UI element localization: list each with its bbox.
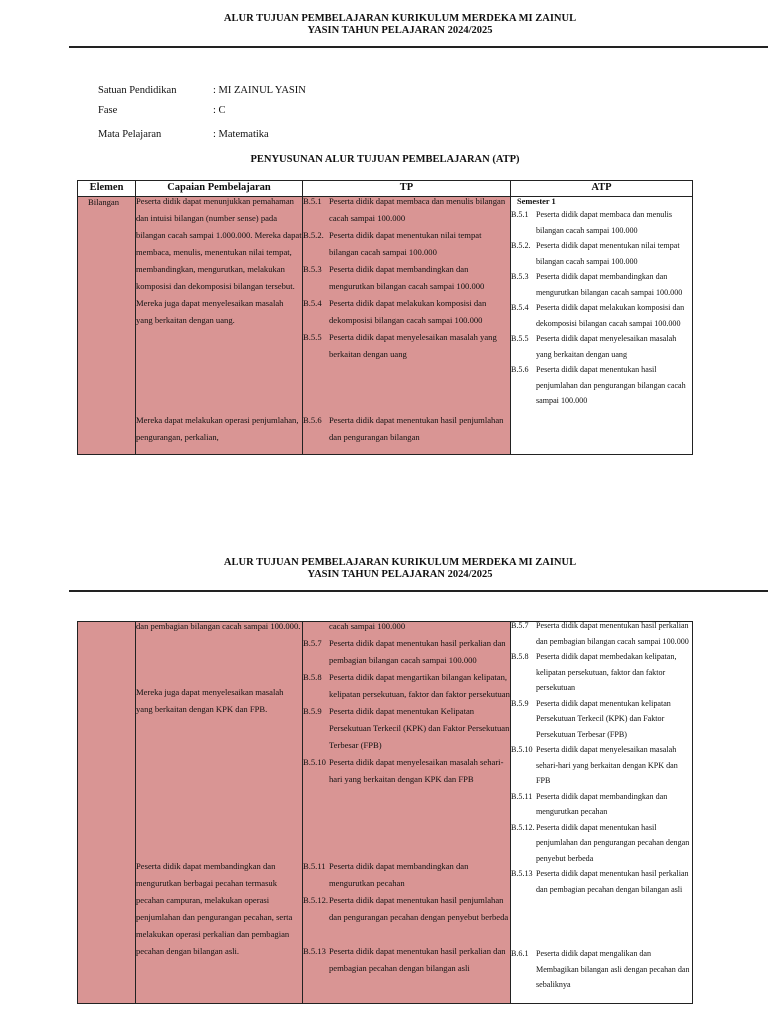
cp-text: Mereka juga dapat menyelesaikan masalah yang berkaitan dengan KPK dan FPB.: [136, 687, 284, 714]
atp-number: B.5.12.: [511, 822, 535, 832]
atp-item: [511, 649, 692, 696]
atp-number: B.6.1: [511, 949, 529, 958]
tp-item: [303, 943, 510, 977]
tp-item: [303, 754, 510, 788]
atp-number: B.5.8: [511, 652, 529, 661]
tp-item: [303, 892, 510, 926]
tp-item: [303, 261, 510, 295]
tp-number: B.5.12.: [303, 895, 329, 905]
tp-item: [303, 227, 510, 261]
tp-item: [303, 669, 510, 703]
tp-number: B.5.11: [303, 861, 326, 871]
tp-item: [303, 295, 510, 329]
tp-text: Peserta didik dapat menentukan Kelipatan Persekutuan Terkecil (KPK) dan Faktor Persekutuan Terbesar (FPB): [329, 706, 510, 750]
tp-text: Peserta didik dapat membandingkan dan mengurutkan pecahan: [329, 861, 469, 888]
atp-cell: [511, 197, 693, 455]
tp-item: [303, 703, 510, 754]
document-title-line-2: YASIN TAHUN PELAJARAN 2024/2025: [307, 569, 493, 580]
tp-number: B.5.4: [303, 298, 322, 308]
atp-number: B.5.1: [511, 210, 529, 219]
atp-text: Peserta didik dapat menentukan hasil penjumlahan dan pengurangan bilangan cacah sampai 100.000: [536, 365, 686, 405]
atp-number: B.5.9: [511, 698, 529, 708]
atp-text: Peserta didik dapat menyelesaikan masalah yang berkaitan dengan uang: [536, 334, 677, 359]
header-rule: [69, 590, 768, 592]
atp-number: B.5.10: [511, 745, 533, 754]
atp-text: Peserta didik dapat membandingkan dan mengurutkan pecahan: [536, 791, 668, 816]
tp-item: [303, 858, 510, 892]
atp-item: [511, 362, 692, 409]
cp-text: Mereka dapat melakukan operasi penjumlahan, pengurangan, perkalian,: [136, 415, 299, 442]
cp-cell: [136, 197, 303, 455]
document-title-line-2: YASIN TAHUN PELAJARAN 2024/2025: [307, 25, 493, 36]
tp-cell: [303, 622, 511, 1004]
tp-number: B.5.13: [303, 946, 326, 956]
atp-table-page-1: [77, 180, 693, 455]
tp-text: Peserta didik dapat melakukan komposisi dan dekomposisi bilangan cacah sampai 100.000: [329, 298, 487, 325]
tp-number: B.5.2.: [303, 230, 324, 240]
meta-label: Satuan Pendidikan: [98, 85, 177, 96]
tp-text: Peserta didik dapat membaca dan menulis bilangan cacah sampai 100.000: [329, 196, 506, 223]
tp-number: B.5.9: [303, 706, 322, 716]
elemen-cell: [78, 622, 136, 1004]
tp-continuation: cacah sampai 100.000: [329, 621, 406, 631]
document-title-line-1: ALUR TUJUAN PEMBELAJARAN KURIKULUM MERDEKA MI ZAINUL: [223, 557, 577, 568]
cp-text: Peserta didik dapat menunjukkan pemahaman dan intuisi bilangan (number sense) pada bilangan cacah sampai 1.000.000. Mereka dapat membaca, menulis, menentukan nilai tempat, membandingkan, mengurutkan, melakukan komposisi dan dekomposisi bilangan tersebut. Mereka juga dapat menyelesaikan masalah yang berkaitan dengan uang.: [136, 196, 302, 325]
atp-item: [511, 622, 692, 650]
header-atp: ATP: [511, 181, 693, 197]
tp-item: [303, 197, 510, 228]
tp-number: B.5.3: [303, 264, 322, 274]
atp-text: Peserta didik dapat menyelesaikan masalah sehari-hari yang berkaitan dengan KPK dan FPB: [536, 745, 678, 785]
atp-number: B.5.6: [511, 365, 529, 374]
meta-label: Fase: [98, 105, 118, 116]
header-tp: TP: [303, 181, 511, 197]
meta-value: : MI ZAINUL YASIN: [213, 85, 306, 96]
tp-text: Peserta didik dapat membandingkan dan mengurutkan bilangan cacah sampai 100.000: [329, 264, 485, 291]
tp-cell: [303, 197, 511, 455]
cp-cell: [136, 622, 303, 1004]
atp-item: [511, 207, 692, 238]
tp-text: Peserta didik dapat menyelesaikan masalah yang berkaitan dengan uang: [329, 332, 497, 359]
atp-item: [511, 300, 692, 331]
atp-item: [511, 269, 692, 300]
header-rule: [69, 46, 768, 48]
atp-text: Peserta didik dapat menentukan kelipatan Persekutuan Terkecil (KPK) dan Faktor Persekutuan Terbesar (FPB): [536, 698, 671, 739]
header-capaian-pembelajaran: Capaian Pembelajaran: [136, 181, 303, 197]
document-title-line-1: ALUR TUJUAN PEMBELAJARAN KURIKULUM MERDEKA MI ZAINUL: [223, 13, 577, 24]
atp-item: [511, 946, 692, 993]
tp-number: B.5.1: [303, 196, 322, 206]
tp-text: Peserta didik dapat menentukan hasil perkalian dan pembagian bilangan cacah sampai 100.000: [329, 638, 506, 665]
atp-number: B.5.4: [511, 303, 529, 312]
tp-number: B.5.7: [303, 638, 322, 648]
atp-item: [511, 866, 692, 897]
atp-text: Peserta didik dapat membedakan kelipatan, kelipatan persekutuan, faktor dan faktor persekutuan: [536, 652, 677, 692]
atp-item: [511, 238, 692, 269]
section-title: PENYUSUNAN ALUR TUJUAN PEMBELAJARAN (ATP): [250, 154, 520, 165]
atp-number: B.5.11: [511, 791, 533, 801]
atp-text: Peserta didik dapat menentukan hasil penjumlahan dan pengurangan pecahan dengan penyebut berbeda: [536, 822, 690, 863]
atp-text: Peserta didik dapat membaca dan menulis bilangan cacah sampai 100.000: [536, 210, 672, 235]
cp-text: Peserta didik dapat membandingkan dan mengurutkan berbagai pecahan termasuk pecahan campuran, melakukan operasi penjumlahan dan pengurangan pecahan, serta melakukan operasi perkalian dan pembagian pecahan dengan bilangan asli.: [136, 861, 293, 956]
tp-text: Peserta didik dapat menentukan nilai tempat bilangan cacah sampai 100.000: [329, 230, 482, 257]
atp-item: [511, 789, 692, 820]
atp-text: Peserta didik dapat menentukan hasil perkalian dan pembagian bilangan cacah sampai 100.000: [536, 621, 689, 646]
meta-label: Mata Pelajaran: [98, 129, 162, 140]
elemen-cell: [78, 197, 136, 455]
tp-item: [303, 635, 510, 669]
atp-table-page-2: [77, 621, 693, 1004]
tp-text: Peserta didik dapat menentukan hasil penjumlahan dan pengurangan bilangan: [329, 415, 504, 442]
cp-text: dan pembagian bilangan cacah sampai 100.000.: [136, 621, 301, 631]
elemen-text: Bilangan: [88, 197, 120, 207]
tp-item: [303, 412, 510, 446]
atp-text: Peserta didik dapat mengalikan dan Membagikan bilangan asli dengan pecahan dan sebaliknya: [536, 949, 690, 989]
atp-item: [511, 696, 692, 743]
atp-item: [511, 742, 692, 789]
atp-number: B.5.13: [511, 869, 533, 878]
tp-number: B.5.10: [303, 757, 326, 767]
atp-text: Peserta didik dapat membandingkan dan mengurutkan bilangan cacah sampai 100.000: [536, 272, 683, 297]
atp-number: B.5.5: [511, 334, 529, 343]
atp-text: Peserta didik dapat menentukan hasil perkalian dan pembagian pecahan dengan bilangan asli: [536, 869, 689, 894]
semester-label: Semester 1: [517, 197, 556, 206]
tp-number: B.5.8: [303, 672, 322, 682]
atp-number: B.5.3: [511, 272, 529, 281]
tp-number: B.5.6: [303, 415, 322, 425]
tp-text: Peserta didik dapat menentukan hasil perkalian dan pembagian pecahan dengan bilangan asli: [329, 946, 506, 973]
tp-number: B.5.5: [303, 332, 322, 342]
atp-item: [511, 331, 692, 362]
atp-cell: [511, 622, 693, 1004]
tp-text: Peserta didik dapat mengartikan bilangan kelipatan, kelipatan persekutuan, faktor dan faktor persekutuan: [329, 672, 510, 699]
tp-text: Peserta didik dapat menyelesaikan masalah sehari-hari yang berkaitan dengan KPK dan FPB: [329, 757, 504, 784]
atp-text: Peserta didik dapat menentukan nilai tempat bilangan cacah sampai 100.000: [536, 241, 680, 266]
tp-text: Peserta didik dapat menentukan hasil penjumlahan dan pengurangan pecahan dengan penyebut berbeda: [329, 895, 509, 922]
atp-item: [511, 820, 692, 867]
meta-value: : Matematika: [213, 129, 269, 140]
atp-text: Peserta didik dapat melakukan komposisi dan dekomposisi bilangan cacah sampai 100.000: [536, 303, 685, 328]
atp-number: B.5.7: [511, 621, 529, 630]
atp-number: B.5.2.: [511, 241, 531, 250]
tp-item: [303, 329, 510, 363]
meta-value: : C: [213, 105, 226, 116]
header-elemen: Elemen: [78, 181, 136, 197]
